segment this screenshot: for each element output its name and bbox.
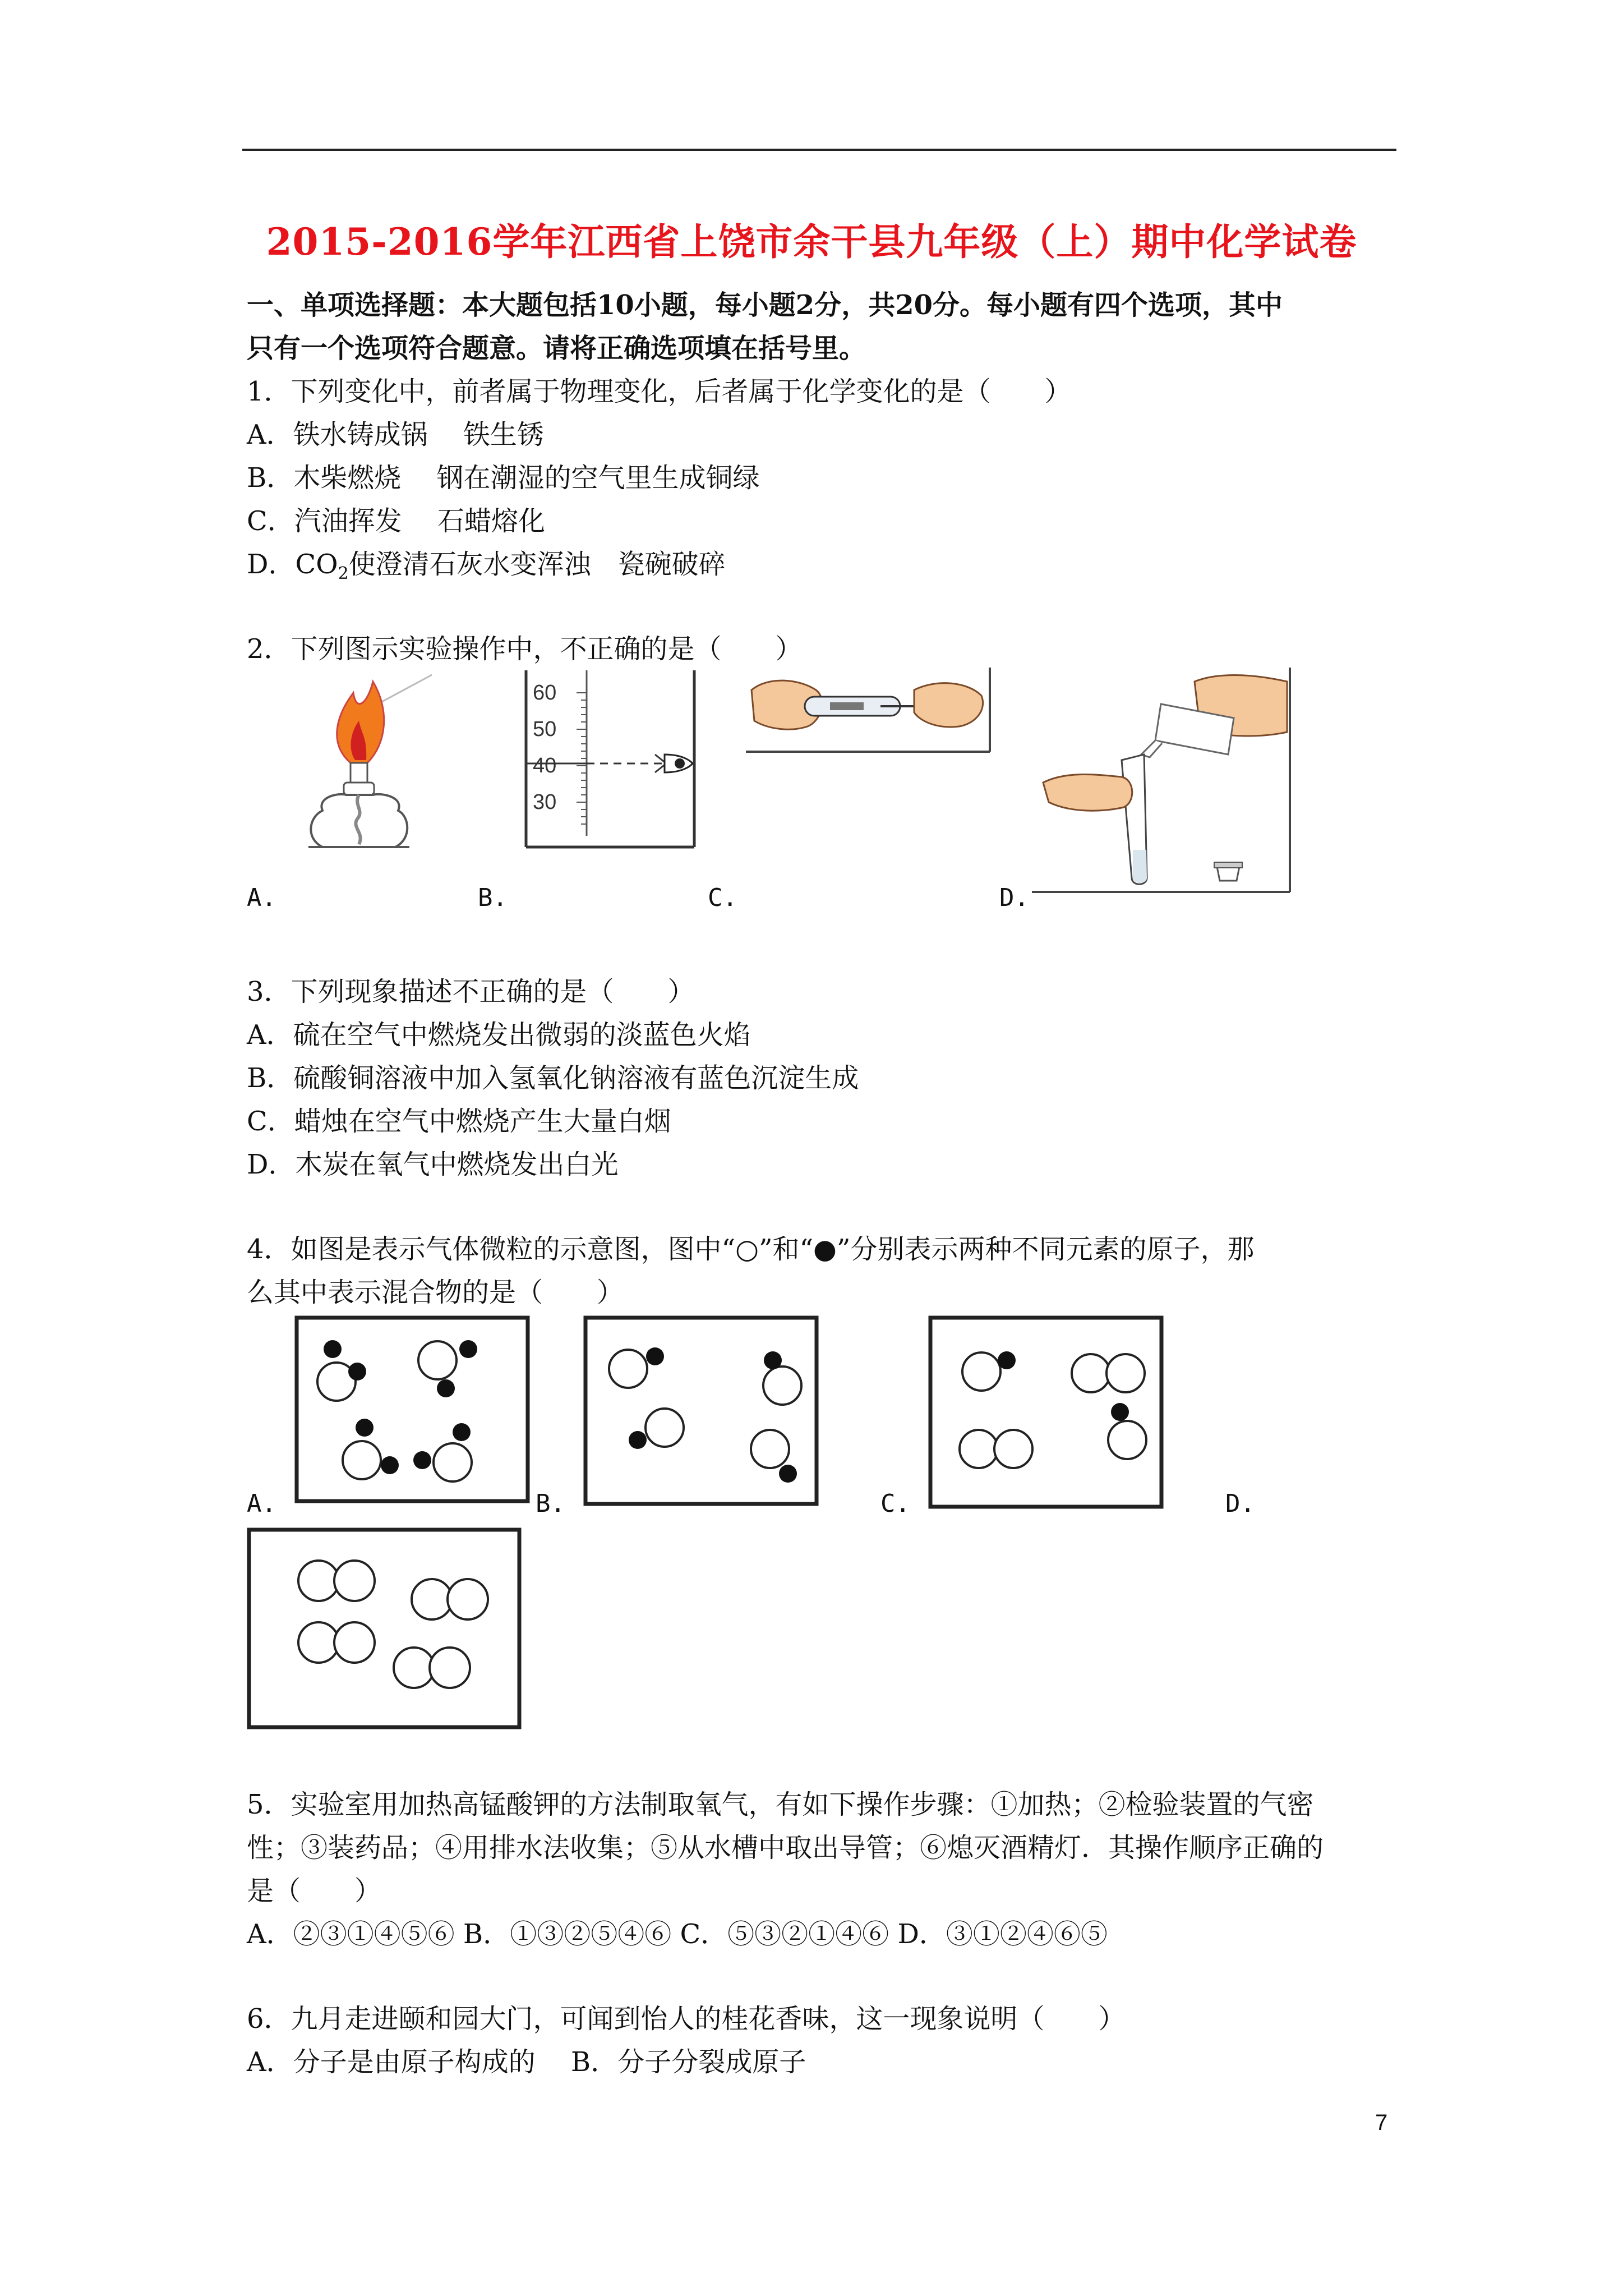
particle-box-a xyxy=(294,1315,530,1503)
q5-stem-line-1: 5．实验室用加热高锰酸钾的方法制取氧气，有如下操作步骤：①加热；②检验装置的气密 xyxy=(247,1789,1314,1820)
q1-stem: 1．下列变化中，前者属于物理变化，后者属于化学变化的是（ ） xyxy=(247,376,1072,407)
q1-option-d-post: 使澄清石灰水变浑浊 瓷碗破碎 xyxy=(348,549,726,580)
q4-stem-line-1: 4．如图是表示气体微粒的示意图，图中“○”和“●”分别表示两种不同元素的原子，那 xyxy=(247,1234,1255,1265)
q6-options-ab: A．分子是由原子构成的 B．分子分裂成原子 xyxy=(247,2046,806,2078)
q3-stem: 3．下列现象描述不正确的是（ ） xyxy=(247,976,695,1007)
q1-option-c: C．汽油挥发 石蜡熔化 xyxy=(247,505,545,537)
q1-option-d xyxy=(247,551,726,582)
q4-label-c: C. xyxy=(880,1489,910,1518)
q1-option-d-sub: 2 xyxy=(338,564,349,583)
q5-stem-line-3: 是（ ） xyxy=(247,1875,382,1907)
q4-stem-line-2: 么其中表示混合物的是（ ） xyxy=(247,1277,624,1308)
header-rule xyxy=(242,149,1396,151)
page-number: 7 xyxy=(1375,2110,1388,2135)
q2-label-c: C. xyxy=(708,884,737,912)
q4-label-d: D. xyxy=(1225,1489,1255,1518)
q1-option-b: B．木柴燃烧 钢在潮湿的空气里生成铜绿 xyxy=(247,462,760,494)
graduated-cylinder-figure xyxy=(522,670,707,850)
alcohol-lamp-figure xyxy=(283,670,435,855)
q5-options: A．②③①④⑤⑥ B．①③②⑤④⑥ C．⑤③②①④⑥ D．③①②④⑥⑤ xyxy=(247,1918,1108,1950)
section-heading-line-1: 一、单项选择题：本大题包括10小题，每小题2分，共20分。每小题有四个选项，其中 xyxy=(247,289,1283,321)
q1-option-a: A．铁水铸成锅 铁生锈 xyxy=(247,419,544,450)
q6-stem: 6．九月走进颐和园大门，可闻到怡人的桂花香味，这一现象说明（ ） xyxy=(247,2003,1126,2035)
q3-option-a: A．硫在空气中燃烧发出微弱的淡蓝色火焰 xyxy=(247,1019,751,1051)
q2-stem: 2．下列图示实验操作中，不正确的是（ ） xyxy=(247,633,803,665)
q1-option-d-pre: D．CO xyxy=(247,549,338,580)
section-heading-line-2: 只有一个选项符合题意。请将正确选项填在括号里。 xyxy=(247,333,866,364)
q2-label-b: B. xyxy=(478,884,508,912)
particle-box-b xyxy=(583,1315,819,1506)
page-title: 2015-2016学年江西省上饶市余干县九年级（上）期中化学试卷 xyxy=(266,220,1357,264)
tick-label-60: 60 xyxy=(533,681,557,705)
particle-box-c xyxy=(928,1315,1164,1509)
q3-option-b: B．硫酸铜溶液中加入氢氧化钠溶液有蓝色沉淀生成 xyxy=(247,1062,859,1094)
q4-label-b: B. xyxy=(536,1489,565,1518)
q3-option-c: C．蜡烛在空气中燃烧产生大量白烟 xyxy=(247,1106,671,1137)
particle-box-d xyxy=(247,1527,522,1729)
tick-label-40: 40 xyxy=(533,754,557,777)
q3-option-d: D．木炭在氧气中燃烧发出白光 xyxy=(247,1149,619,1180)
test-tube-hands-figure xyxy=(746,668,993,757)
tick-label-50: 50 xyxy=(533,717,557,741)
q4-label-a: A. xyxy=(247,1489,276,1518)
pouring-liquid-figure xyxy=(1032,665,1295,895)
tick-label-30: 30 xyxy=(533,790,557,814)
q2-label-d: D. xyxy=(999,884,1029,912)
q5-stem-line-2: 性；③装药品；④用排水法收集；⑤从水槽中取出导管；⑥熄灭酒精灯．其操作顺序正确的 xyxy=(247,1832,1324,1864)
q2-label-a: A. xyxy=(247,884,276,912)
